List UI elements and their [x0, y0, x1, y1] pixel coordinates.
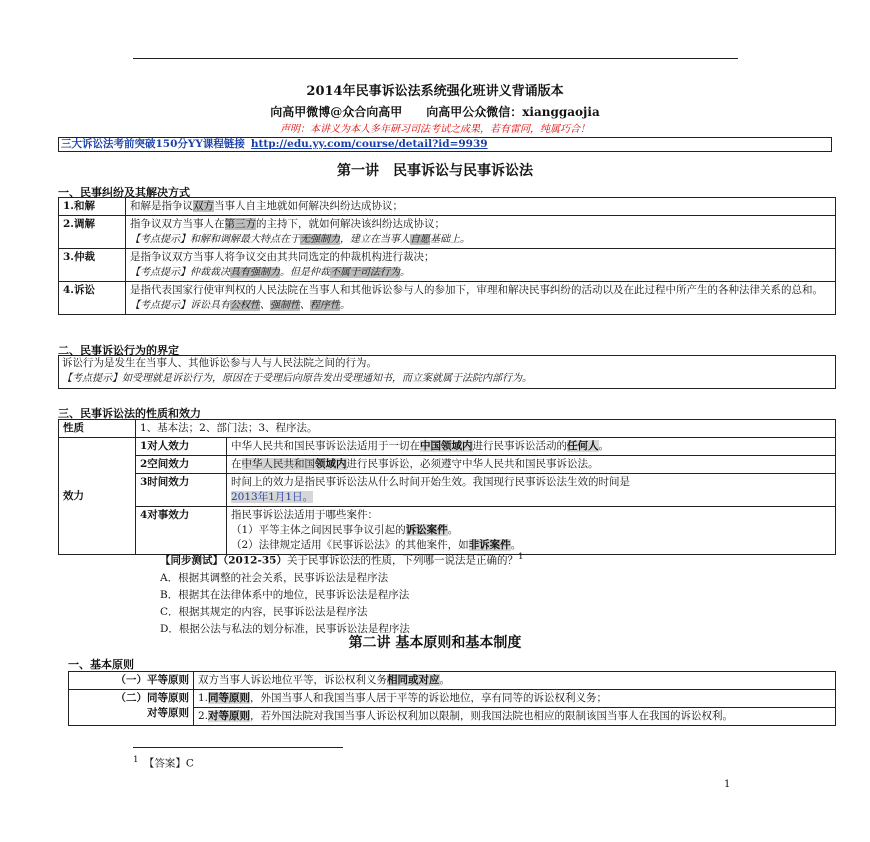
table-row [59, 456, 836, 474]
dispute-resolution-table [58, 197, 836, 315]
table-row [59, 474, 836, 507]
table-row [69, 672, 836, 690]
quiz [160, 549, 524, 638]
nature-value: 1、基本法；2、部门法；3、程序法。 [136, 420, 836, 438]
quiz-option: C．根据其规定的内容，民事诉讼法是程序法 [160, 605, 368, 618]
author-wechat: 向高甲公众微信：xianggaojia [426, 105, 600, 119]
footnote-ref: 1 [517, 552, 524, 562]
section2-tip: 【考点提示】如受理就是诉讼行为，原因在于受理后向原告发出受理通知书，而立案就属于法院内部行为。 [62, 373, 532, 384]
principle-same-key: （二）同等原则 对等原则 [69, 690, 194, 726]
lecture1-title: 第一讲 民事诉讼与民事诉讼法 [337, 163, 533, 179]
effect-case-key: 4对事效力 [136, 507, 227, 555]
row-content: 是指争议双方当事人将争议交由其共同选定的仲裁机构进行裁决； 【考点提示】仲裁裁决具有强制力。但是仲裁不属于司法行为。 [126, 249, 836, 282]
table-row [59, 198, 836, 216]
footnote: $^1$ 【答案】C [133, 755, 194, 770]
effect-time-value: 时间上的效力是指民事诉讼法从什么时间开始生效。我国现行民事诉讼法生效的时间是 2013年1月1日。 [227, 474, 836, 507]
principle-equal-value: 双方当事人诉讼地位平等，诉讼权利义务相同或对应。 [194, 672, 836, 690]
table-row [59, 216, 836, 249]
table-row [69, 690, 836, 726]
promo-box [58, 137, 832, 152]
section2-box [58, 355, 836, 389]
row-content: 指争议双方当事人在第三方的主持下，就如何解决该纠纷达成协议； 【考点提示】和解和调解最大特点在于无强制力，建立在当事人自愿基础上。 [126, 216, 836, 249]
table-row [59, 420, 836, 438]
principles-heading: 一、基本原则 [68, 658, 134, 671]
section1-heading: 一、民事纠纷及其解决方式 [58, 186, 190, 199]
row-content: 和解是指争议双方当事人自主地就如何解决纠纷达成协议； [126, 198, 836, 216]
principles-table [68, 671, 836, 726]
section2-line: 诉讼行为是发生在当事人、其他诉讼参与人与人民法院之间的行为。 [62, 357, 377, 369]
section2-heading: 二、民事诉讼行为的界定 [58, 344, 179, 357]
table-row [59, 507, 836, 555]
author-weibo: 向高甲微博@众合向高甲 [270, 105, 403, 119]
quiz-option: A．根据其调整的社会关系，民事诉讼法是程序法 [160, 571, 389, 584]
lecture2-title: 第二讲 基本原则和基本制度 [348, 635, 522, 651]
nature-effect-table [58, 419, 836, 555]
promo-text: 三大诉讼法考前突破150分YY课程链接 [61, 138, 245, 150]
author-line [0, 103, 870, 120]
effect-space-key: 2空间效力 [136, 456, 227, 474]
document-title: 2014年民事诉讼法系统强化班讲义背诵版本 [306, 84, 564, 99]
principle-same-value [194, 690, 836, 726]
effect-key: 效力 [59, 438, 136, 555]
effect-case-value: 指民事诉讼法适用于哪些案件： （1）平等主体之间因民事争议引起的诉讼案件。 （2）法律规定适用《民事诉讼法》的其他案件，如非诉案件。 [227, 507, 836, 555]
effect-space-value: 在中华人民共和国领域内进行民事诉讼，必须遵守中华人民共和国民事诉讼法。 [227, 456, 836, 474]
principle-same-line: 1.同等原则，外国当事人和我国当事人居于平等的诉讼地位，享有同等的诉讼权利义务； [194, 690, 835, 708]
section3-heading: 三、民事诉讼法的性质和效力 [58, 407, 201, 420]
row-content: 是指代表国家行使审判权的人民法院在当事人和其他诉讼参与人的参加下，审理和解决民事纠纷的活动以及在此过程中所产生的各种法律关系的总和。 【考点提示】诉讼具有公权性、强制性、程序性。 [126, 282, 836, 315]
quiz-option: B．根据其在法律体系中的地位，民事诉讼法是程序法 [160, 588, 410, 601]
promo-link[interactable]: http://edu.yy.com/course/detail?id=9939 [250, 138, 488, 150]
effect-person-key: 1对人效力 [136, 438, 227, 456]
row-key: 2.调解 [59, 216, 126, 249]
quiz-stem: 【同步测试】（2012-35）关于民事诉讼法的性质，下列哪一说法是正确的？$^1$ [160, 552, 524, 567]
page-number: 1 [724, 779, 731, 790]
principle-reciprocal-line: 2.对等原则，若外国法院对我国当事人诉讼权利加以限制，则我国法院也相应的限制该国当事人在我国的诉讼权利。 [198, 710, 734, 722]
table-row [59, 438, 836, 456]
table-row [59, 249, 836, 282]
footnote-rule [133, 747, 343, 748]
principle-equal-key: （一）平等原则 [69, 672, 194, 690]
row-key: 4.诉讼 [59, 282, 126, 315]
effect-person-value: 中华人民共和国民事诉讼法适用于一切在中国领域内进行民事诉讼活动的任何人。 [227, 438, 836, 456]
header-rule [133, 58, 738, 59]
row-key: 1.和解 [59, 198, 126, 216]
table-row [59, 282, 836, 315]
declaration: 声明：本讲义为本人多年研习司法考试之成果，若有雷同，纯属巧合！ [280, 124, 590, 135]
quiz-option: D．根据公法与私法的划分标准，民事诉讼法是程序法 [160, 622, 410, 635]
effect-time-key: 3时间效力 [136, 474, 227, 507]
row-key: 3.仲裁 [59, 249, 126, 282]
nature-key: 性质 [59, 420, 136, 438]
